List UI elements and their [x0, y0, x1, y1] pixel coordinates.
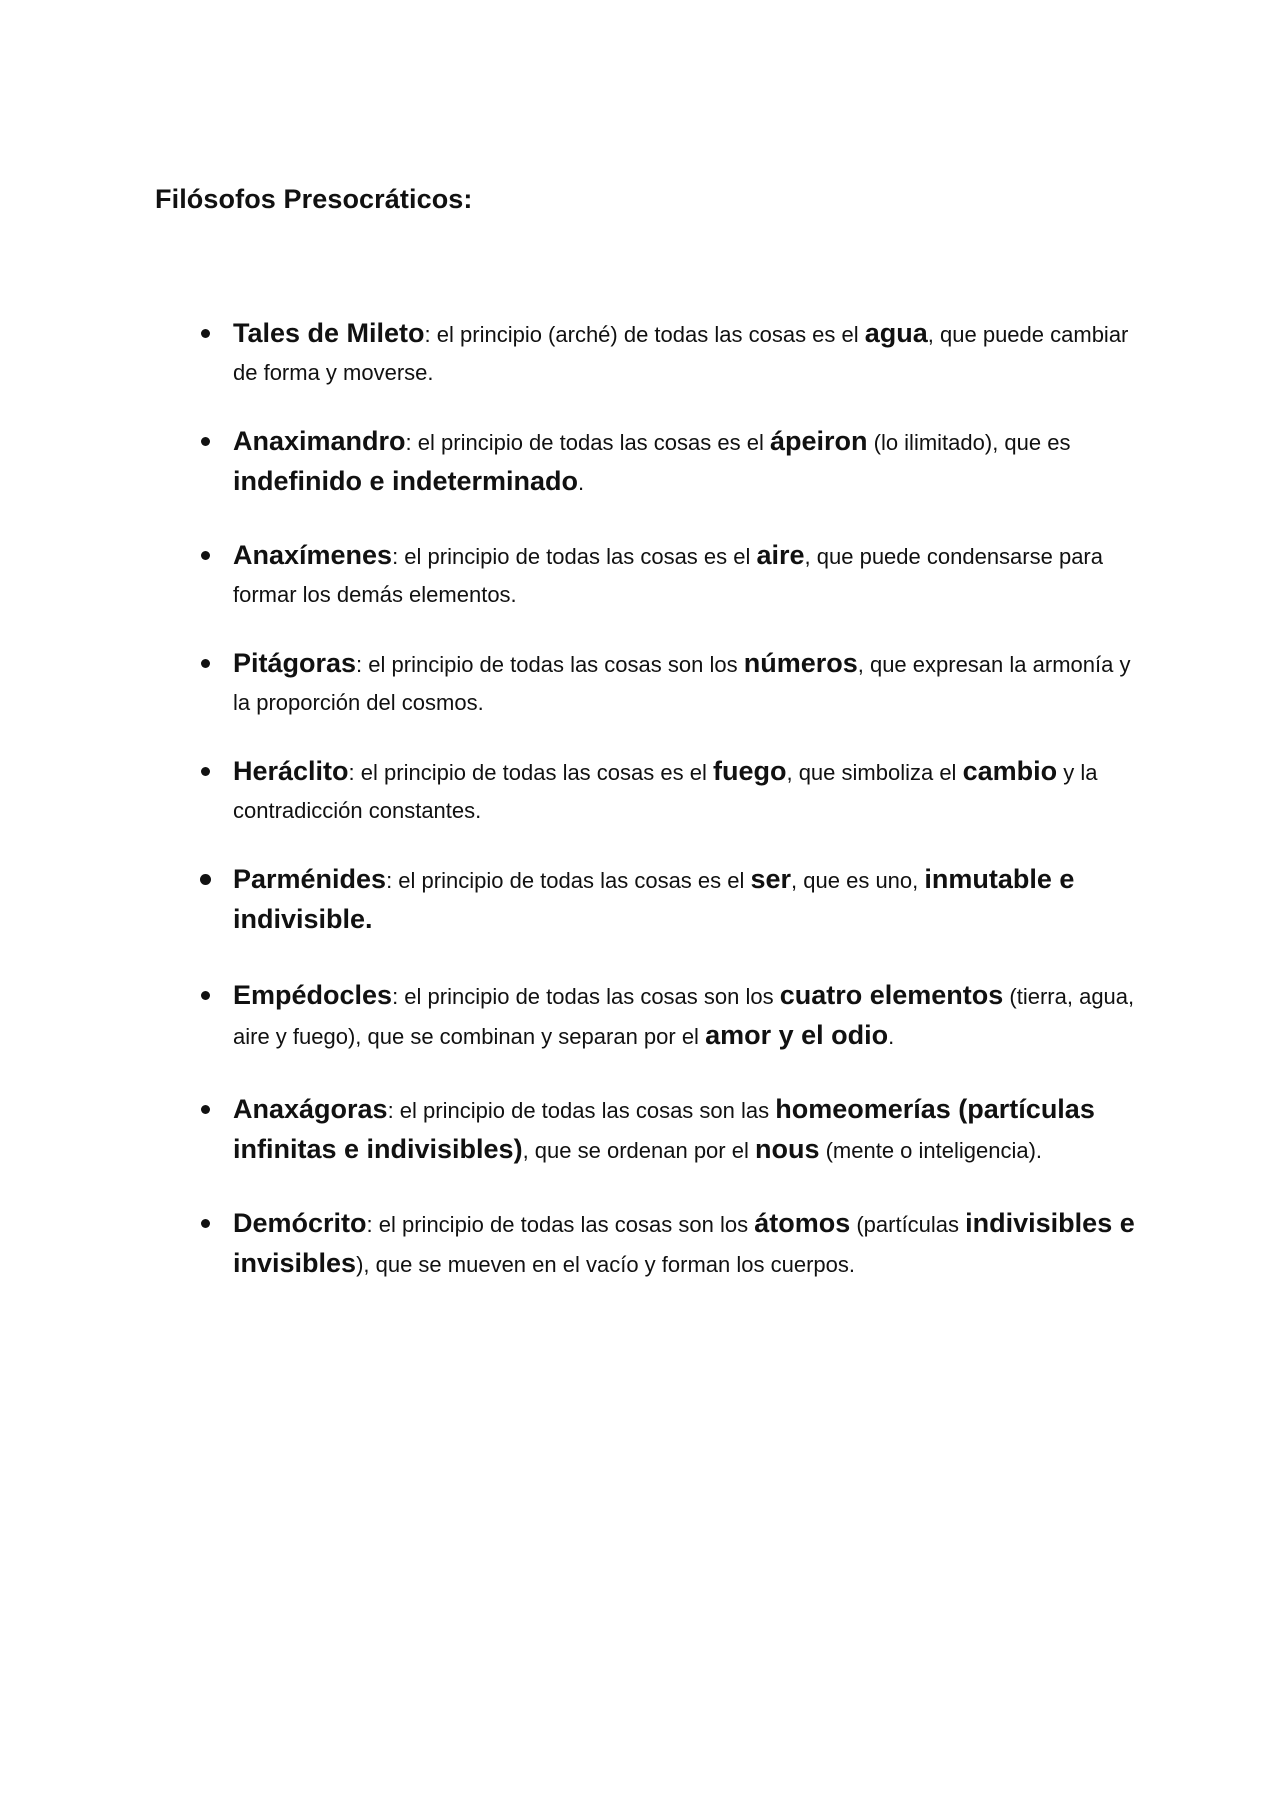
page-title: Filósofos Presocráticos: — [155, 184, 473, 214]
keyword: números — [743, 648, 858, 678]
item-text: , que expresan la armonía y la proporción del cosmos. — [233, 652, 1131, 715]
keyword: fuego — [712, 756, 787, 786]
item-text: : el principio de todas las cosas son los — [392, 984, 780, 1009]
philosopher-name: Heráclito — [233, 756, 349, 786]
philosopher-name: Tales de Mileto — [233, 318, 425, 348]
bullet-icon — [201, 551, 210, 560]
keyword: nous — [754, 1134, 820, 1164]
list-item-empedocles — [233, 976, 1153, 1056]
item-text: : el principio de todas las cosas son los — [356, 652, 744, 677]
list-item-anaximenes — [233, 536, 1153, 614]
keyword: amor y el odio — [705, 1020, 889, 1050]
item-text: (tierra, agua, aire y fuego), que se combinan y separan por el — [233, 984, 1135, 1049]
list-item-pitagoras — [233, 644, 1153, 722]
item-text: . — [578, 470, 585, 495]
bullet-icon — [201, 437, 210, 446]
keyword: inmutable e indivisible. — [233, 864, 1075, 934]
keyword: cambio — [962, 756, 1058, 786]
item-text: , que puede condensarse para formar los demás elementos. — [233, 544, 1103, 607]
philosopher-name: Demócrito — [233, 1208, 367, 1238]
item-text: : el principio de todas las cosas es el — [392, 544, 757, 569]
keyword: aire — [756, 540, 805, 570]
bullet-icon — [201, 767, 210, 776]
list-item-anaxagoras — [233, 1090, 1153, 1170]
bullet-icon — [201, 1105, 210, 1114]
item-text: : el principio (arché) de todas las cosas es el — [424, 322, 865, 347]
bullet-icon — [201, 329, 210, 338]
item-text: : el principio de todas las cosas es el — [386, 868, 751, 893]
item-text: y la contradicción constantes. — [233, 760, 1098, 823]
item-text: , que se ordenan por el — [522, 1138, 755, 1163]
keyword: indivisibles e invisibles — [233, 1208, 1135, 1278]
item-text: (partículas — [850, 1212, 966, 1237]
philosopher-name: Pitágoras — [233, 648, 357, 678]
philosopher-name: Empédocles — [233, 980, 393, 1010]
list-item-heraclito — [233, 752, 1153, 830]
keyword: homeomerías (partículas infinitas e indivisibles) — [233, 1094, 1095, 1164]
item-text: : el principio de todas las cosas son las — [387, 1098, 776, 1123]
item-text: : el principio de todas las cosas son los — [366, 1212, 755, 1237]
bullet-icon — [201, 1219, 210, 1228]
keyword: agua — [864, 318, 928, 348]
item-text: , que es uno, — [791, 868, 925, 893]
item-text: : el principio de todas las cosas es el — [348, 760, 713, 785]
list-item-parmenides — [233, 860, 1153, 940]
item-text: ), que se mueven en el vacío y forman los cuerpos. — [356, 1252, 855, 1277]
item-text: , que puede cambiar de forma y moverse. — [233, 322, 1129, 385]
list-item-democrito — [233, 1204, 1153, 1284]
philosopher-name: Anaximandro — [233, 426, 406, 456]
philosopher-name: Parménides — [233, 864, 387, 894]
keyword: ser — [750, 864, 792, 894]
item-text: . — [888, 1024, 895, 1049]
philosopher-name: Anaxímenes — [233, 540, 393, 570]
philosopher-name: Anaxágoras — [233, 1094, 388, 1124]
keyword: átomos — [754, 1208, 851, 1238]
item-text: , que simboliza el — [786, 760, 963, 785]
bullet-icon — [201, 659, 210, 668]
list-item-tales — [233, 314, 1153, 392]
item-text: (lo ilimitado), que es — [867, 430, 1071, 455]
list-item-anaximandro — [233, 422, 1153, 502]
keyword: ápeiron — [769, 426, 868, 456]
keyword: indefinido e indeterminado — [233, 466, 579, 496]
keyword: cuatro elementos — [779, 980, 1004, 1010]
bullet-icon — [200, 874, 211, 885]
item-text: (mente o inteligencia). — [819, 1138, 1043, 1163]
item-text: : el principio de todas las cosas es el — [405, 430, 770, 455]
bullet-icon — [201, 991, 210, 1000]
